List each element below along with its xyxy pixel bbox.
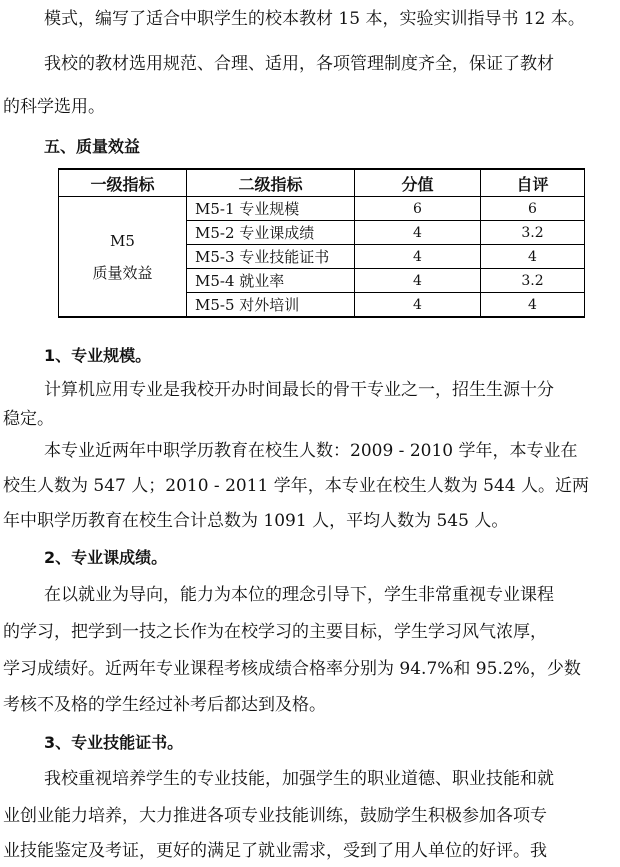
subsection-title: 1、专业规模。 [44, 346, 152, 365]
paragraph-line: 考核不及格的学生经过补考后都达到及格。 [3, 695, 326, 715]
score-value: 4 [355, 221, 481, 245]
paragraph-line: 的学习，把学到一技之长作为在校学习的主要目标，学生学习风气浓厚， [3, 622, 547, 642]
paragraph-line: 本专业近两年中职学历教育在校生人数：2009 - 2010 学年，本专业在 [44, 441, 578, 461]
score-value: 4 [355, 293, 481, 318]
level1-code: M5 [110, 231, 135, 250]
table-row [59, 197, 585, 221]
paragraph-line: 我校的教材选用规范、合理、适用，各项管理制度齐全，保证了教材 [44, 54, 554, 74]
header-self-eval: 自评 [481, 169, 585, 197]
level2-name: M5-4 就业率 [187, 269, 355, 293]
level2-name: M5-3 专业技能证书 [187, 245, 355, 269]
score-value: 4 [355, 245, 481, 269]
score-value: 6 [355, 197, 481, 221]
paragraph-line: 业技能鉴定及考证，更好的满足了就业需求，受到了用人单位的好评。我 [3, 841, 547, 861]
paragraph-line: 模式，编写了适合中职学生的校本教材 15 本，实验实训指导书 12 本。 [44, 9, 585, 29]
self-eval-value: 6 [481, 197, 585, 221]
table-header-row [59, 169, 585, 197]
paragraph-line: 年中职学历教育在校生合计总数为 1091 人，平均人数为 545 人。 [3, 511, 509, 531]
level2-name: M5-2 专业课成绩 [187, 221, 355, 245]
section-title: 五、质量效益 [44, 137, 141, 156]
paragraph-line: 的科学选用。 [3, 97, 105, 117]
level2-name: M5-1 专业规模 [187, 197, 355, 221]
header-level1: 一级指标 [59, 169, 187, 197]
header-level2: 二级指标 [187, 169, 355, 197]
score-value: 4 [355, 269, 481, 293]
self-eval-value: 4 [481, 293, 585, 318]
header-score: 分值 [355, 169, 481, 197]
paragraph-line: 计算机应用专业是我校开办时间最长的骨干专业之一，招生生源十分 [44, 380, 554, 400]
self-eval-value: 3.2 [481, 269, 585, 293]
paragraph-line: 学习成绩好。近两年专业课程考核成绩合格率分别为 94.7%和 95.2%，少数 [3, 659, 581, 679]
level1-cell [59, 197, 187, 318]
paragraph-line: 我校重视培养学生的专业技能，加强学生的职业道德、职业技能和就 [44, 769, 554, 789]
self-eval-value: 3.2 [481, 221, 585, 245]
level2-name: M5-5 对外培训 [187, 293, 355, 318]
metrics-table [58, 168, 585, 318]
paragraph-line: 在以就业为导向，能力为本位的理念引导下，学生非常重视专业课程 [44, 585, 554, 605]
paragraph-line: 稳定。 [3, 409, 54, 429]
paragraph-line: 业创业能力培养，大力推进各项专业技能训练，鼓励学生积极参加各项专 [3, 806, 547, 826]
level1-name: 质量效益 [92, 263, 153, 282]
subsection-title: 3、专业技能证书。 [44, 733, 184, 752]
self-eval-value: 4 [481, 245, 585, 269]
subsection-title: 2、专业课成绩。 [44, 548, 168, 567]
paragraph-line: 校生人数为 547 人；2010 - 2011 学年，本专业在校生人数为 544 人。近两 [3, 476, 589, 496]
